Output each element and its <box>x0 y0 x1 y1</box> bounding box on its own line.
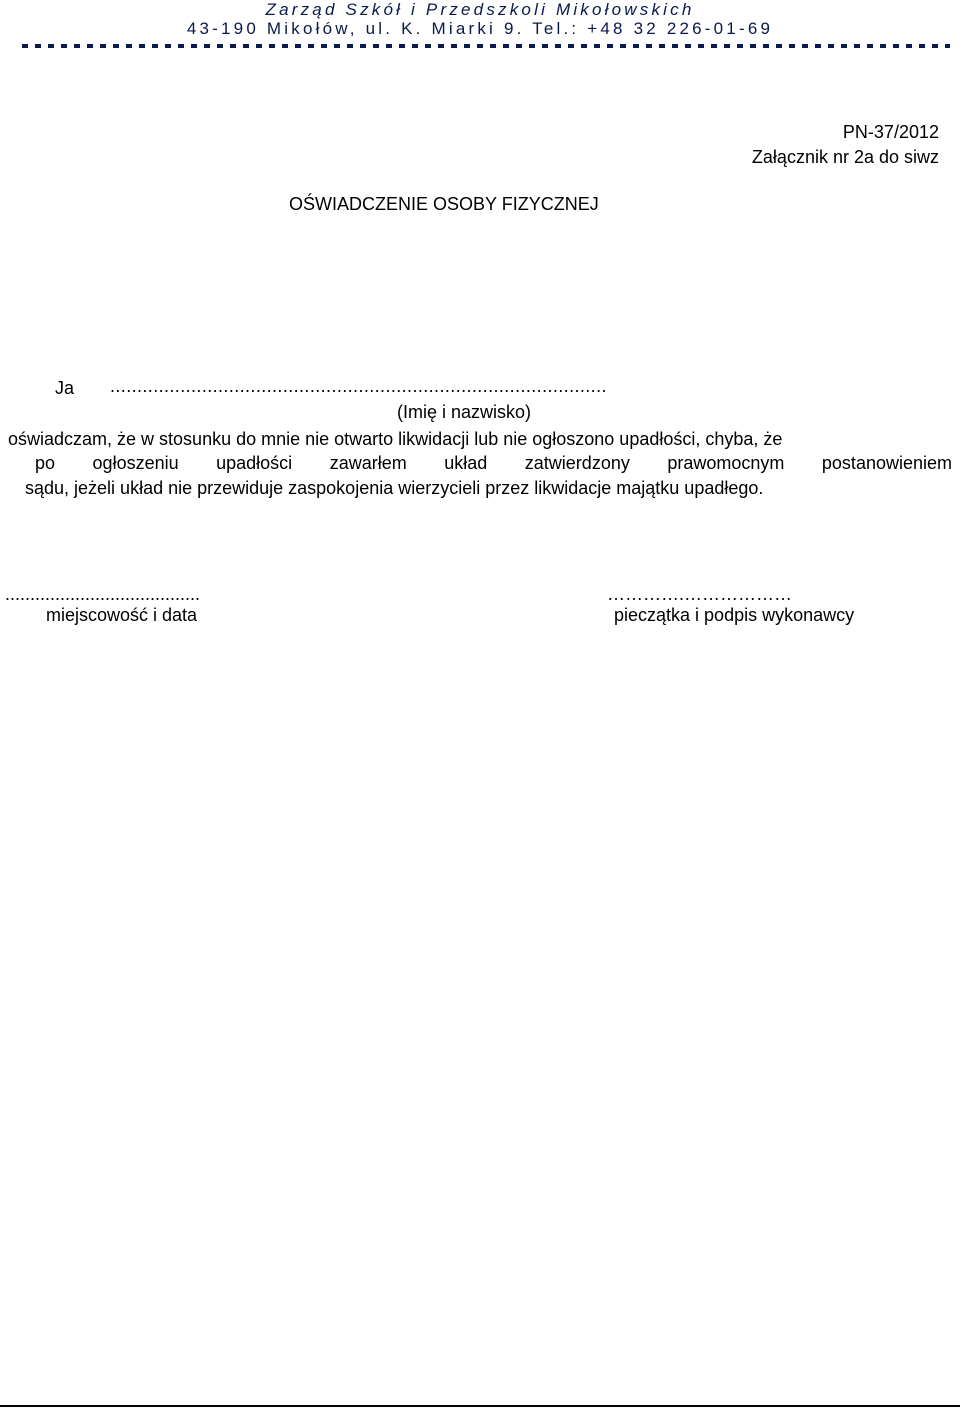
signature-fill-in-dots: ………….……………… <box>607 584 793 604</box>
declaration-line-2: po ogłoszeniu upadłości zawarłem układ zatwierdzony prawomocnym postanowieniem <box>35 453 952 473</box>
footer-rule <box>0 1405 960 1407</box>
attachment-label: Załącznik nr 2a do siwz <box>751 147 939 167</box>
declaration-line-1: oświadczam, że w stosunku do mnie nie otwarto likwidacji lub nie ogłoszono upadłości, chyba, że <box>8 429 783 449</box>
letterhead-dashed-divider <box>22 44 950 48</box>
place-date-caption: miejscowość i data <box>46 605 198 625</box>
document-title: OŚWIADCZENIE OSOBY FIZYCZNEJ <box>289 194 599 214</box>
ja-label: Ja <box>55 378 75 398</box>
reference-number: PN-37/2012 <box>842 122 939 142</box>
declaration-line-3: sądu, jeżeli układ nie przewiduje zaspokojenia wierzycieli przez likwidacje majątku upadłego. <box>25 478 764 498</box>
place-date-fill-in-dots: ....................................... <box>5 584 201 604</box>
letterhead-organization-name: Zarząd Szkół i Przedszkoli Mikołowskich <box>265 0 695 19</box>
name-caption: (Imię i nazwisko) <box>397 402 532 422</box>
name-fill-in-dots: ............................................................................................ <box>110 376 607 396</box>
stamp-signature-caption: pieczątka i podpis wykonawcy <box>614 605 855 625</box>
letterhead-address: 43-190 Mikołów, ul. K. Miarki 9. Tel.: +48 32 226-01-69 <box>186 19 774 38</box>
